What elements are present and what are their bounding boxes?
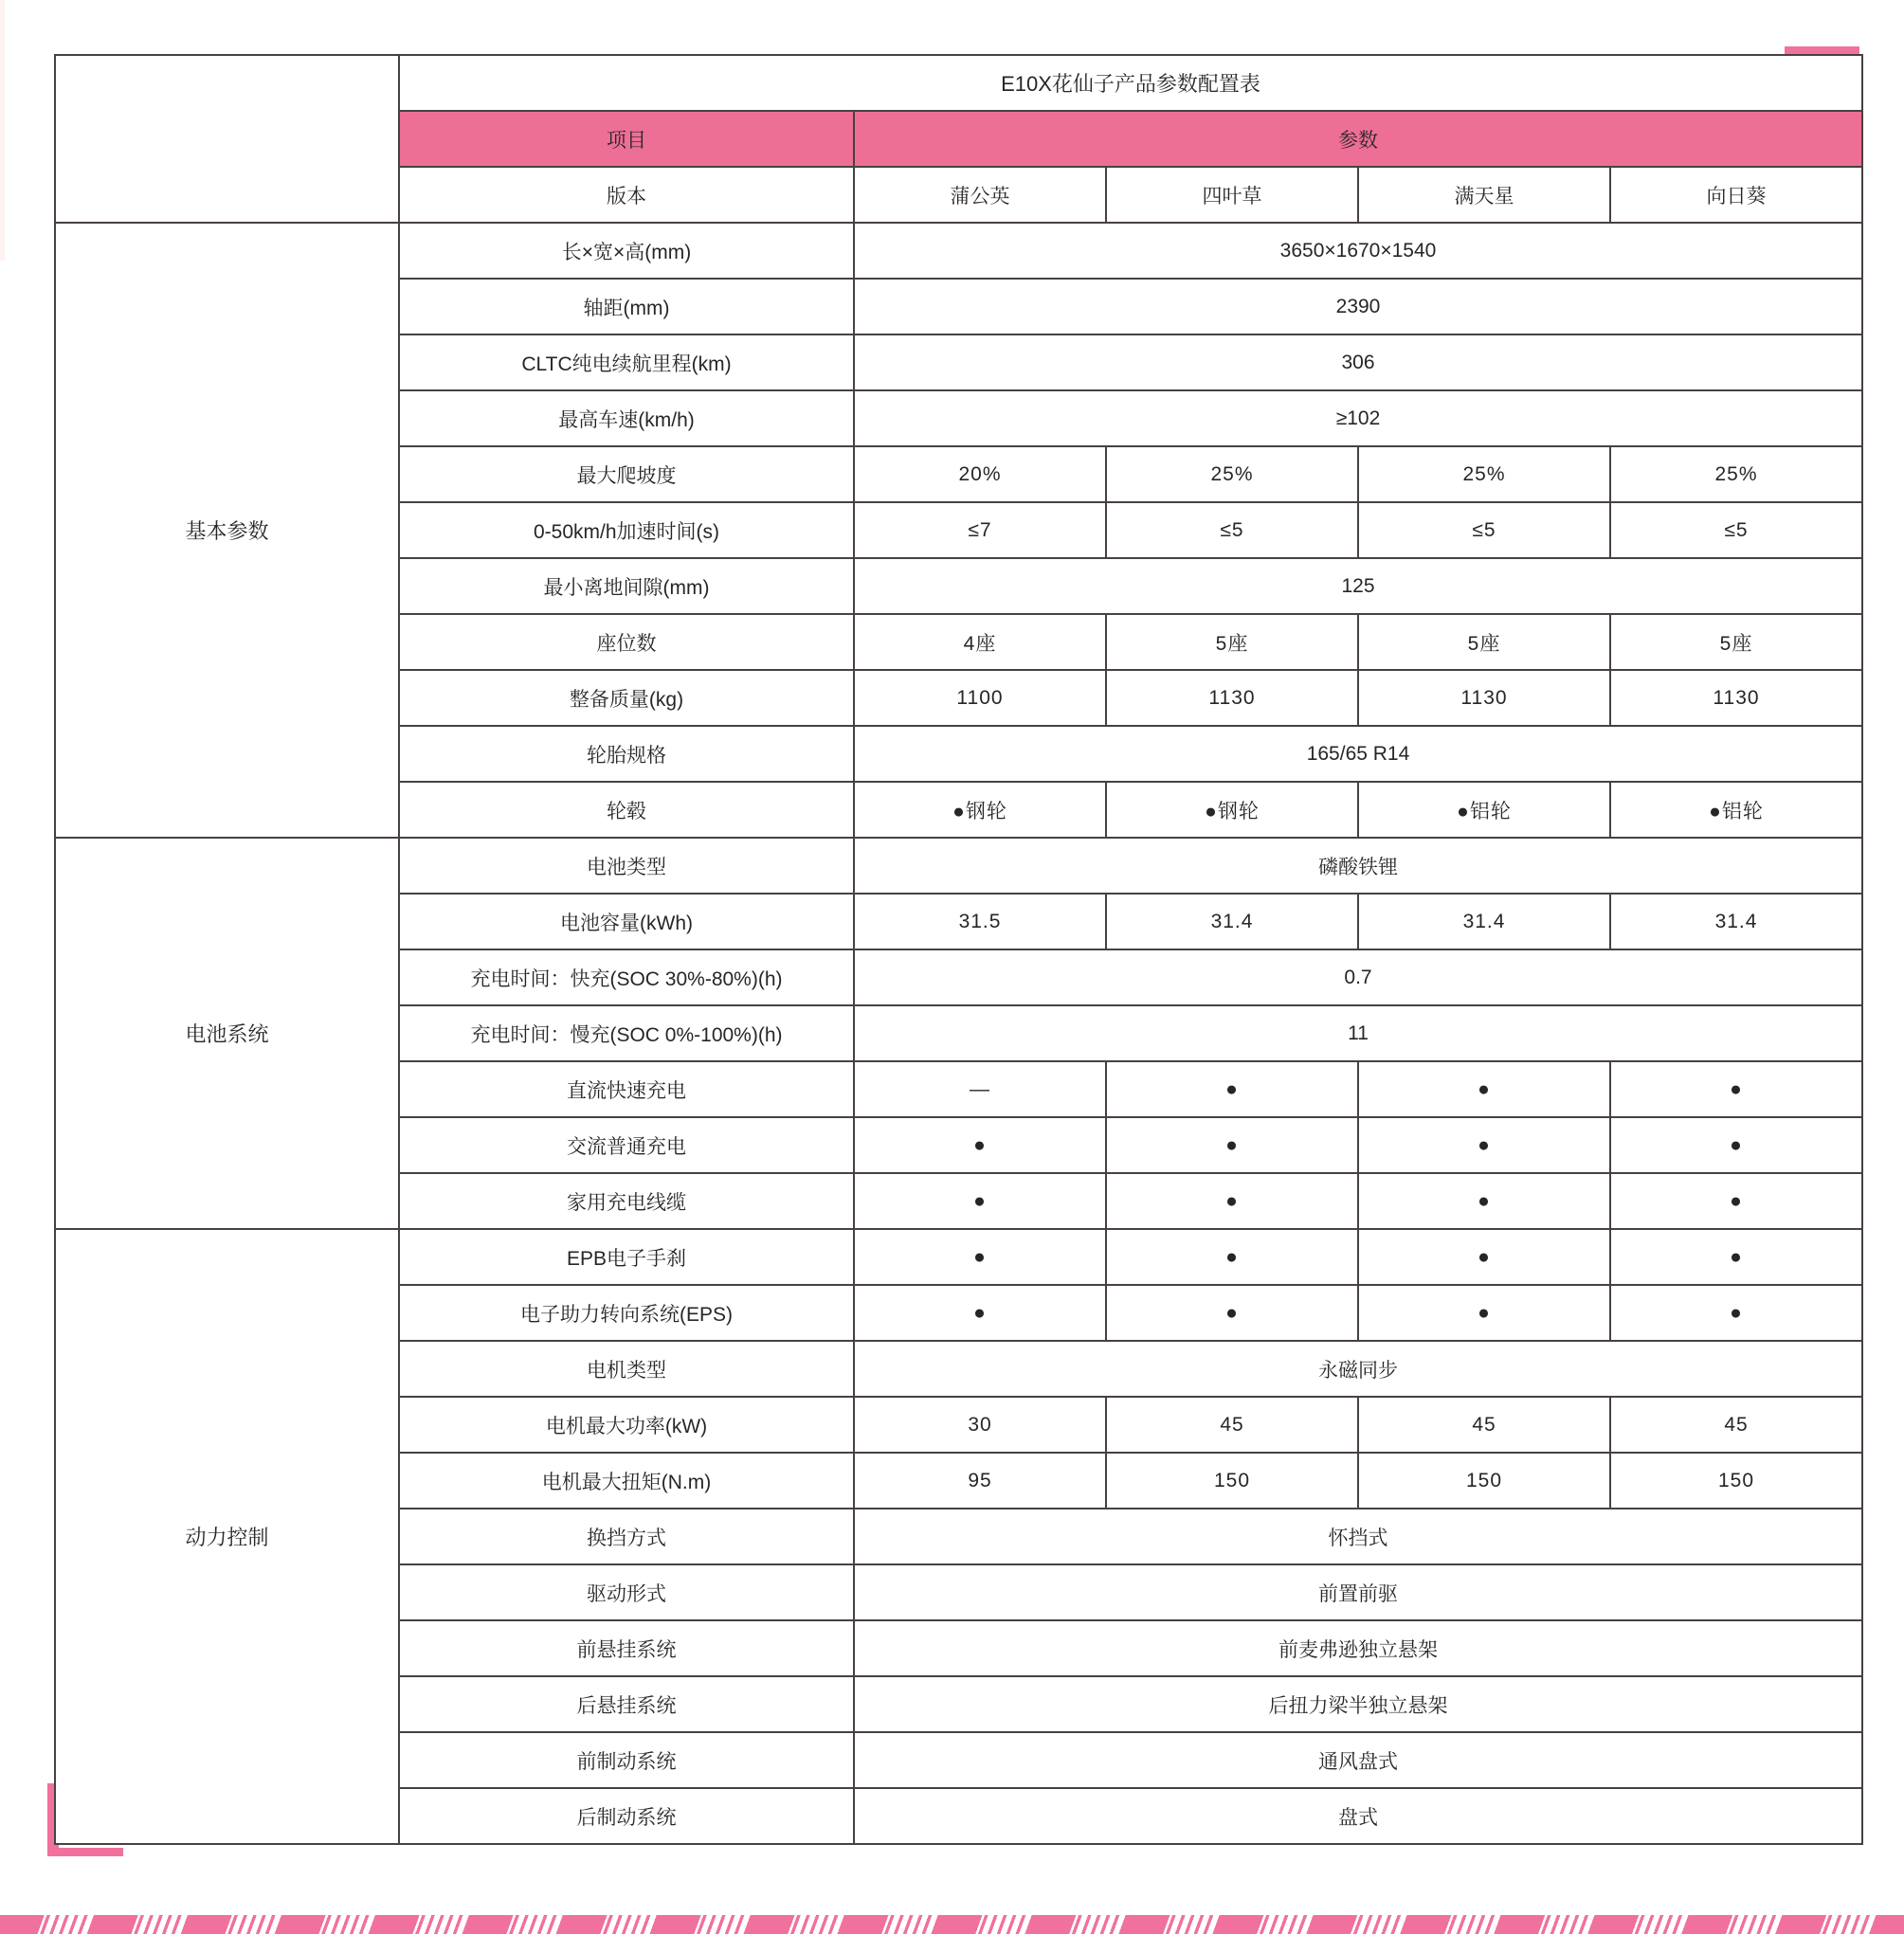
spec-merged-value-cell: 磷酸铁锂 [853, 837, 1861, 893]
spec-label-cell: 最高车速(km/h) [398, 389, 853, 445]
spec-label-cell: 电子助力转向系统(EPS) [398, 1284, 853, 1340]
left-edge-sliver [0, 0, 5, 261]
spec-value-cell: ● [853, 1284, 1105, 1340]
bottom-stripe-band [0, 1915, 1904, 1934]
version-label-cell: 版本 [398, 166, 853, 222]
spec-value-cell: 45 [1609, 1396, 1861, 1452]
spec-value-cell: ● [853, 1172, 1105, 1228]
spec-value-cell: 5座 [1357, 613, 1609, 669]
corner-cell [54, 54, 398, 222]
spec-value-cell: ● [1609, 1284, 1861, 1340]
spec-value-cell: 31.4 [1357, 893, 1609, 949]
spec-value-cell: 150 [1105, 1452, 1357, 1508]
spec-value-cell: — [853, 1060, 1105, 1116]
spec-row [54, 1228, 1861, 1284]
version-cell: 四叶草 [1105, 166, 1357, 222]
spec-label-cell: 座位数 [398, 613, 853, 669]
spec-value-cell: ● [1609, 1116, 1861, 1172]
spec-label-cell: 电池类型 [398, 837, 853, 893]
category-cell: 基本参数 [54, 222, 398, 837]
version-cell: 蒲公英 [853, 166, 1105, 222]
spec-value-cell: ≤7 [853, 501, 1105, 557]
spec-value-cell: 31.4 [1105, 893, 1357, 949]
spec-value-cell: ● [1357, 1172, 1609, 1228]
version-cell: 向日葵 [1609, 166, 1861, 222]
spec-row [54, 837, 1861, 893]
spec-value-cell: 5座 [1105, 613, 1357, 669]
spec-label-cell: 交流普通充电 [398, 1116, 853, 1172]
spec-label-cell: 家用充电线缆 [398, 1172, 853, 1228]
spec-value-cell: 25% [1105, 445, 1357, 501]
spec-value-cell: 25% [1609, 445, 1861, 501]
page-title: E10X花仙子产品参数配置表 [398, 54, 1861, 110]
spec-value-cell: ●铝轮 [1609, 781, 1861, 837]
title-row [54, 54, 1861, 110]
spec-merged-value-cell: 通风盘式 [853, 1731, 1861, 1787]
spec-table-body [54, 222, 1861, 1843]
spec-value-cell: ≤5 [1357, 501, 1609, 557]
spec-merged-value-cell: 11 [853, 1004, 1861, 1060]
spec-value-cell: ≤5 [1105, 501, 1357, 557]
spec-label-cell: 后悬挂系统 [398, 1675, 853, 1731]
spec-value-cell: ● [1609, 1228, 1861, 1284]
spec-value-cell: ● [1105, 1116, 1357, 1172]
spec-label-cell: 最小离地间隙(mm) [398, 557, 853, 613]
spec-merged-value-cell: 盘式 [853, 1787, 1861, 1843]
spec-merged-value-cell: 后扭力梁半独立悬架 [853, 1675, 1861, 1731]
version-cell: 满天星 [1357, 166, 1609, 222]
column-header-param: 参数 [853, 110, 1861, 166]
spec-value-cell: ● [1357, 1116, 1609, 1172]
spec-label-cell: 充电时间：慢充(SOC 0%-100%)(h) [398, 1004, 853, 1060]
spec-label-cell: 电池容量(kWh) [398, 893, 853, 949]
spec-value-cell: ● [1105, 1060, 1357, 1116]
spec-value-cell: 30 [853, 1396, 1105, 1452]
spec-value-cell: 1130 [1105, 669, 1357, 725]
spec-value-cell: ● [853, 1228, 1105, 1284]
spec-value-cell: 45 [1105, 1396, 1357, 1452]
spec-merged-value-cell: 永磁同步 [853, 1340, 1861, 1396]
spec-value-cell: ●钢轮 [1105, 781, 1357, 837]
spec-value-cell: ● [1609, 1060, 1861, 1116]
spec-label-cell: 长×宽×高(mm) [398, 222, 853, 278]
spec-value-cell: 31.5 [853, 893, 1105, 949]
spec-table [54, 54, 1863, 1845]
spec-label-cell: 直流快速充电 [398, 1060, 853, 1116]
spec-value-cell: 45 [1357, 1396, 1609, 1452]
spec-value-cell: 20% [853, 445, 1105, 501]
spec-value-cell: 31.4 [1609, 893, 1861, 949]
spec-value-cell: ≤5 [1609, 501, 1861, 557]
spec-value-cell: ● [853, 1116, 1105, 1172]
spec-merged-value-cell: 怀挡式 [853, 1508, 1861, 1563]
spec-value-cell: ●铝轮 [1357, 781, 1609, 837]
spec-label-cell: 换挡方式 [398, 1508, 853, 1563]
spec-label-cell: 轮胎规格 [398, 725, 853, 781]
spec-label-cell: 轴距(mm) [398, 278, 853, 334]
spec-value-cell: 1130 [1357, 669, 1609, 725]
spec-value-cell: 95 [853, 1452, 1105, 1508]
spec-label-cell: 前制动系统 [398, 1731, 853, 1787]
spec-merged-value-cell: 165/65 R14 [853, 725, 1861, 781]
spec-merged-value-cell: 0.7 [853, 949, 1861, 1004]
spec-value-cell: 150 [1357, 1452, 1609, 1508]
spec-value-cell: 25% [1357, 445, 1609, 501]
spec-value-cell: 1130 [1609, 669, 1861, 725]
spec-merged-value-cell: 306 [853, 334, 1861, 389]
spec-label-cell: 电机类型 [398, 1340, 853, 1396]
spec-value-cell: ● [1105, 1172, 1357, 1228]
spec-label-cell: 最大爬坡度 [398, 445, 853, 501]
spec-merged-value-cell: ≥102 [853, 389, 1861, 445]
spec-value-cell: 150 [1609, 1452, 1861, 1508]
spec-value-cell: ● [1609, 1172, 1861, 1228]
spec-label-cell: 驱动形式 [398, 1563, 853, 1619]
spec-value-cell: 1100 [853, 669, 1105, 725]
spec-merged-value-cell: 125 [853, 557, 1861, 613]
category-cell: 动力控制 [54, 1228, 398, 1843]
spec-value-cell: ● [1357, 1060, 1609, 1116]
spec-label-cell: 电机最大扭矩(N.m) [398, 1452, 853, 1508]
spec-label-cell: 前悬挂系统 [398, 1619, 853, 1675]
spec-merged-value-cell: 前置前驱 [853, 1563, 1861, 1619]
spec-value-cell: ● [1357, 1284, 1609, 1340]
spec-value-cell: ● [1357, 1228, 1609, 1284]
spec-merged-value-cell: 前麦弗逊独立悬架 [853, 1619, 1861, 1675]
spec-value-cell: 5座 [1609, 613, 1861, 669]
spec-label-cell: 整备质量(kg) [398, 669, 853, 725]
spec-row [54, 222, 1861, 278]
spec-label-cell: CLTC纯电续航里程(km) [398, 334, 853, 389]
spec-merged-value-cell: 3650×1670×1540 [853, 222, 1861, 278]
spec-label-cell: 电机最大功率(kW) [398, 1396, 853, 1452]
spec-value-cell: ● [1105, 1228, 1357, 1284]
spec-value-cell: ● [1105, 1284, 1357, 1340]
category-cell: 电池系统 [54, 837, 398, 1228]
spec-value-cell: ●钢轮 [853, 781, 1105, 837]
spec-label-cell: 后制动系统 [398, 1787, 853, 1843]
spec-merged-value-cell: 2390 [853, 278, 1861, 334]
spec-label-cell: EPB电子手刹 [398, 1228, 853, 1284]
spec-value-cell: 4座 [853, 613, 1105, 669]
spec-label-cell: 轮毂 [398, 781, 853, 837]
spec-label-cell: 充电时间：快充(SOC 30%-80%)(h) [398, 949, 853, 1004]
spec-label-cell: 0-50km/h加速时间(s) [398, 501, 853, 557]
column-header-item: 项目 [398, 110, 853, 166]
